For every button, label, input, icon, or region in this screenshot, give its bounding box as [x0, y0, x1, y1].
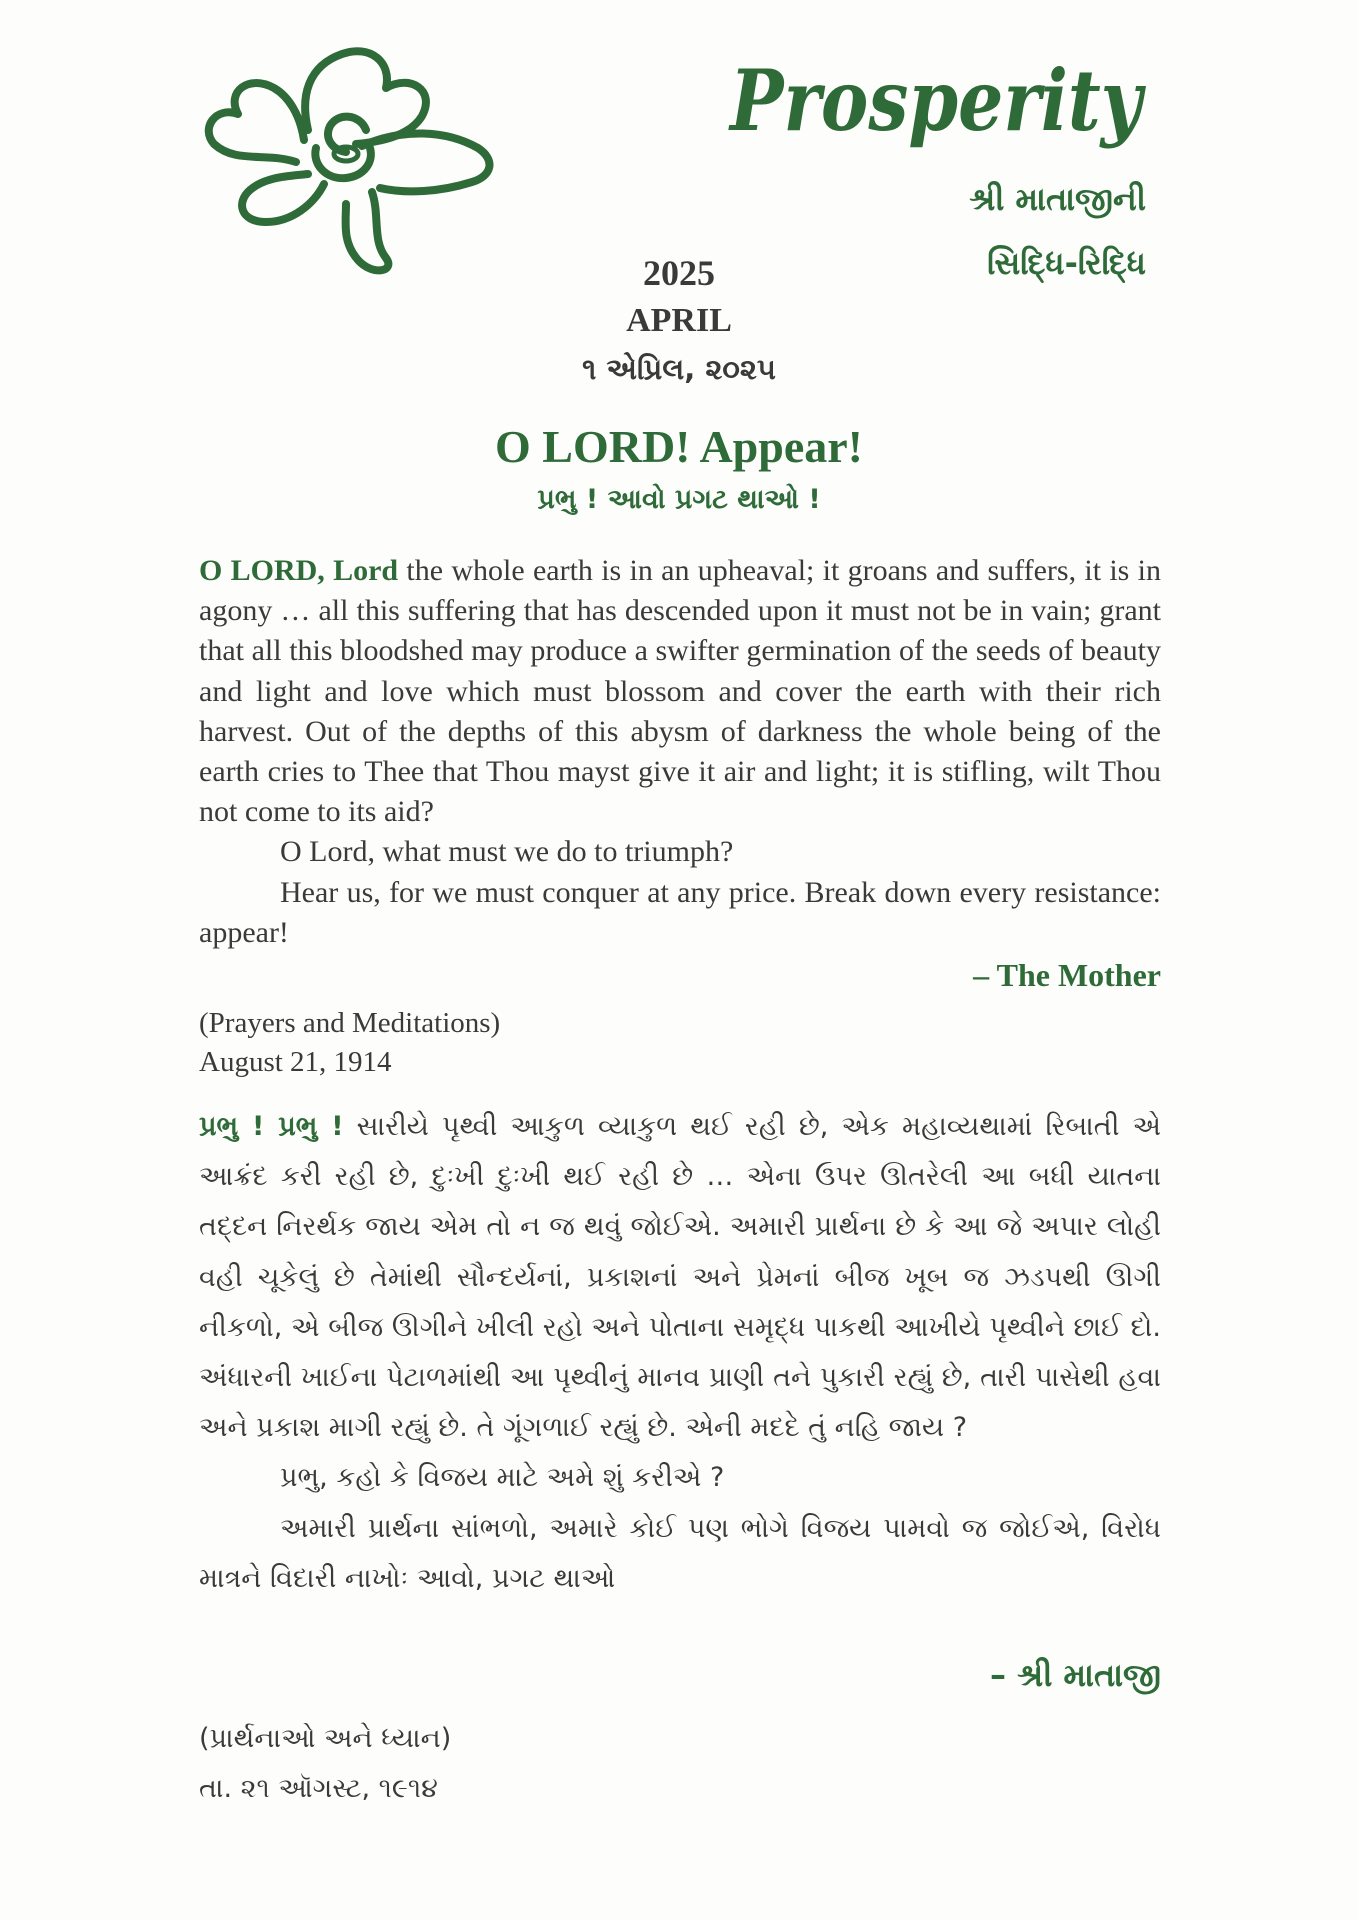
page-title: O LORD! Appear!: [495, 421, 863, 472]
source-date: August 21, 1914: [199, 1046, 392, 1078]
gujarati-prayer: [199, 1102, 1161, 1604]
english-paragraph: [199, 551, 1161, 832]
date-gujarati: ૧ એપ્રિલ, ૨૦૨૫: [582, 352, 776, 386]
source-english: [199, 1004, 500, 1082]
gujarati-paragraph: [199, 1102, 1161, 1453]
signature-gujarati: – શ્રી માતાજી: [990, 1656, 1161, 1694]
gujarati-paragraph: અમારી પ્રાર્થના સાંભળો, અમારે કોઈ પણ ભોગે વિજય પામવો જ જોઈએ, વિરોધ માત્રને વિદારી નાખોઃ આવો, પ્રગટ થાઓ: [199, 1512, 1161, 1594]
brand-subtitle-line-1: શ્રી માતાજીની: [969, 180, 1146, 218]
brand-title: [728, 44, 1148, 164]
source-title-gujarati: (પ્રાર્થનાઓ અને ધ્યાન): [199, 1723, 452, 1754]
gujarati-paragraph-text: સારીયે પૃથ્વી આકુળ વ્યાકુળ થઈ રહી છે, એક મહાવ્યથામાં રિબાતી એ આક્રંદ કરી રહી છે, દુઃખી દુઃખી થઈ રહી છે … એના ઉપર ઊતરેલી આ બધી યાતના તદ્દન નિરર્થક જાય એમ તો ન જ થવું જોઈએ. અમારી પ્રાર્થના છે કે આ જે અપાર લોહી વહી ચૂકેલું છે તેમાંથી સૌન્દર્યનાં, પ્રકાશનાં અને પ્રેમનાં બીજ ખૂબ જ ઝડપથી ઊગી નીકળો, એ બીજ ઊગીને ખીલી રહો અને પોતાના સમૃદ્ધ પાકથી આખીયે પૃથ્વીને છાઈ દો. અંધારની ખાઈના પેટાળમાંથી આ પૃથ્વીનું માનવ પ્રાણી તને પુકારી રહ્યું છે, તારી પાસેથી હવા અને પ્રકાશ માગી રહ્યું છે. તે ગૂંગળાઈ રહ્યું છે. એની મદદે તું નહિ જાય ?: [199, 1111, 1161, 1444]
english-paragraph: Hear us, for we must conquer at any price. Break down every resistance: appear!: [199, 875, 1161, 949]
page-title-gujarati: પ્રભુ ! આવો પ્રગટ થાઓ !: [537, 484, 821, 515]
source-gujarati: [199, 1714, 451, 1814]
gujarati-paragraph: પ્રભુ, કહો કે વિજય માટે અમે શું કરીએ ?: [280, 1462, 725, 1494]
english-paragraph: O Lord, what must we do to triumph?: [280, 835, 734, 869]
flower-logo-icon: [196, 44, 512, 274]
brand-title-text: Prosperity: [728, 51, 1147, 150]
signature-english: – The Mother: [973, 957, 1161, 993]
english-prayer: [199, 551, 1161, 953]
year: 2025: [643, 253, 715, 293]
month: APRIL: [626, 302, 732, 339]
english-lead: O LORD, Lord: [199, 554, 399, 587]
gujarati-lead: પ્રભુ ! પ્રભુ !: [199, 1111, 344, 1142]
source-date-gujarati: તા. ૨૧ ઑગસ્ટ, ૧૯૧૪: [199, 1773, 438, 1804]
source-title: (Prayers and Meditations): [199, 1007, 501, 1039]
english-paragraph-text: the whole earth is in an upheaval; it groans and suffers, it is in agony … all this suffering that has descended upon it must not be in vain; grant that all this bloodshed may produce a swifter germination of the seeds of beauty and light and love which must blossom and cover the earth with their rich harvest. Out of the depths of this abysm of darkness the whole being of the earth cries to Thee that Thou mayst give it air and light; it is stifling, wilt Thou not come to its aid?: [199, 554, 1161, 829]
brand-subtitle-line-2: સિદ્ધિ-રિદ્ધિ: [987, 244, 1146, 282]
